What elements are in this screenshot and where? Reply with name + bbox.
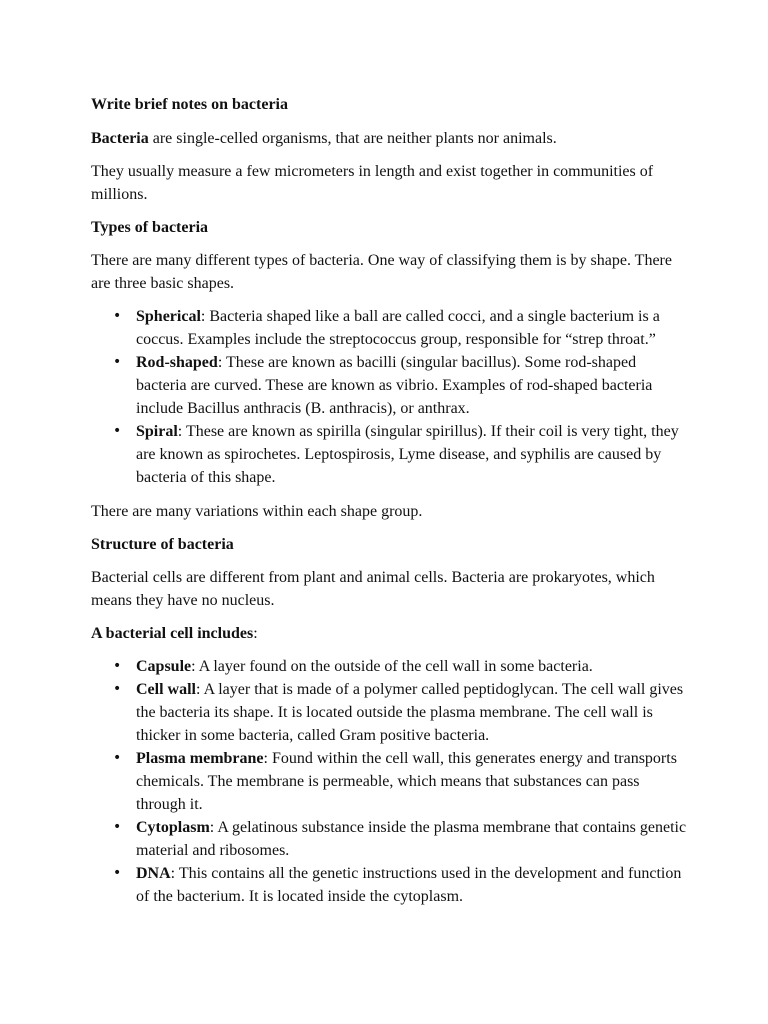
structure-paragraph: Bacterial cells are different from plant and animal cells. Bacteria are prokaryotes, which means they have no nucleus. (91, 569, 655, 609)
list-item-text: : Bacteria shaped like a ball are called cocci, and a single bacterium is a coccus. Examples include the streptococcus group, responsible for “strep throat.” (136, 308, 660, 348)
intro-text: are single-celled organisms, that are neither plants nor animals. (148, 130, 557, 147)
includes-label: A bacterial cell includes (91, 625, 254, 642)
list-item-rod-shaped (91, 351, 688, 420)
list-item-text: : These are known as bacilli (singular bacillus). Some rod-shaped bacteria are curved. These are known as vibrio. Examples of rod-shaped bacteria include Bacillus anthracis (B. anthracis), or anthrax. (136, 354, 653, 417)
list-item-text: : This contains all the genetic instructions used in the development and function of the bacterium. It is located inside the cytoplasm. (136, 865, 682, 905)
types-heading: Types of bacteria (91, 219, 209, 236)
list-item-text: : A gelatinous substance inside the plasma membrane that contains genetic material and ribosomes. (136, 819, 687, 859)
list-item-term: Plasma membrane (136, 750, 264, 767)
list-item-term: Cell wall (136, 681, 196, 698)
list-item-term: Spherical (136, 308, 201, 325)
list-item-spiral (91, 420, 688, 489)
cell-parts-list (91, 655, 688, 908)
structure-heading: Structure of bacteria (91, 536, 234, 553)
list-item-cell-wall (91, 678, 688, 747)
list-item-term: Capsule (136, 658, 192, 675)
types-paragraph: There are many different types of bacteria. One way of classifying them is by shape. There are three basic shapes. (91, 252, 672, 292)
page-title: Write brief notes on bacteria (91, 96, 288, 113)
shape-list (91, 305, 688, 489)
intro-paragraph (91, 127, 688, 150)
list-item-capsule (91, 655, 688, 678)
size-paragraph: They usually measure a few micrometers in length and exist together in communities of millions. (91, 163, 654, 203)
list-item-text: : These are known as spirilla (singular spirillus). If their coil is very tight, they are known as spirochetes. Leptospirosis, Lyme disease, and syphilis are caused by bacteria of this shape. (136, 423, 679, 486)
list-item-term: Rod-shaped (136, 354, 218, 371)
list-item-cytoplasm (91, 816, 688, 862)
list-item-plasma-membrane (91, 747, 688, 816)
intro-term: Bacteria (91, 130, 149, 147)
includes-heading (91, 622, 688, 645)
list-item-text: : A layer found on the outside of the cell wall in some bacteria. (191, 658, 593, 675)
list-item-term: DNA (136, 865, 171, 882)
list-item-text: : Found within the cell wall, this generates energy and transports chemicals. The membrane is permeable, which means that substances can pass through it. (136, 750, 677, 813)
list-item-spherical (91, 305, 688, 351)
includes-colon: : (253, 625, 258, 642)
list-item-term: Spiral (136, 423, 178, 440)
list-item-text: : A layer that is made of a polymer called peptidoglycan. The cell wall gives the bacteria its shape. It is located outside the plasma membrane. The cell wall is thicker in some bacteria, called Gram positive bacteria. (136, 681, 684, 744)
variations-paragraph: There are many variations within each shape group. (91, 503, 423, 520)
list-item-term: Cytoplasm (136, 819, 210, 836)
list-item-dna (91, 862, 688, 908)
